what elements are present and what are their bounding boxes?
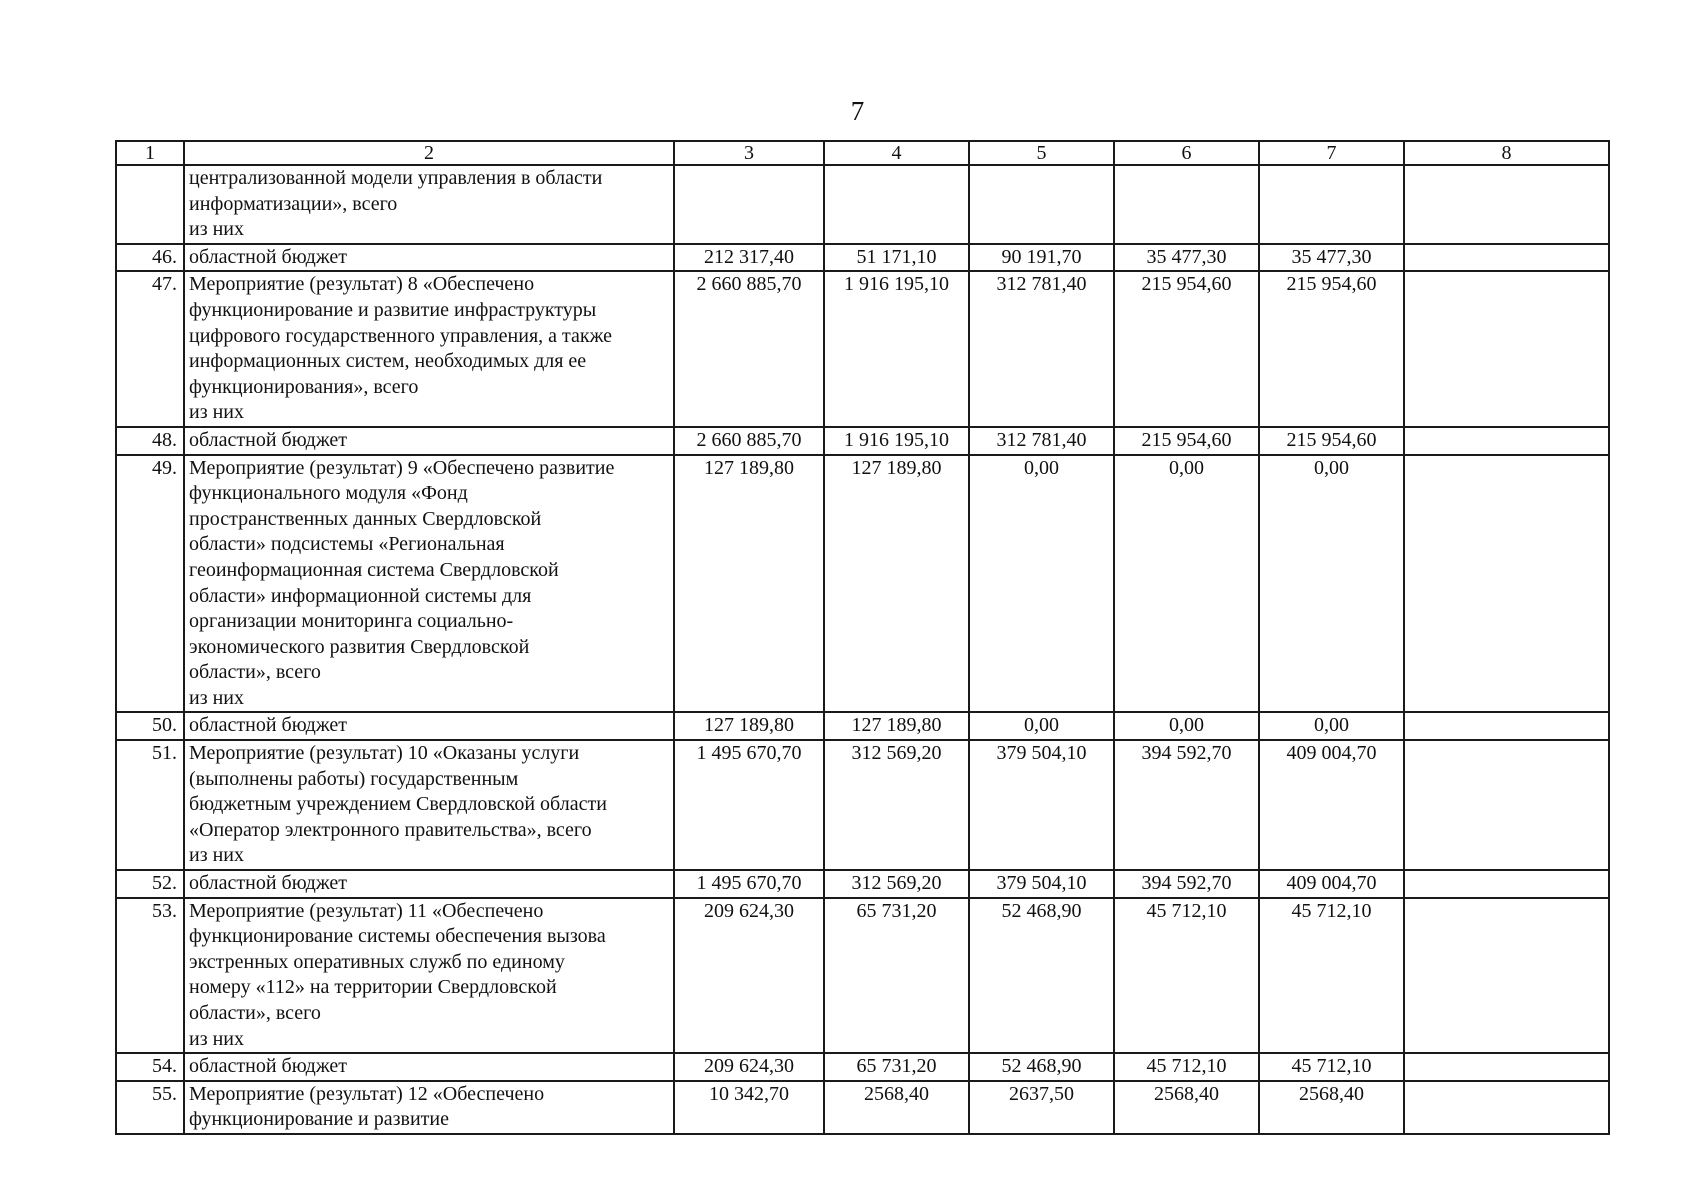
value-cell-col5 [969, 165, 1114, 244]
description-line: функционального модуля «Фонд [189, 482, 468, 505]
value-cell-col8 [1404, 1053, 1609, 1081]
value-cell-col8 [1404, 271, 1609, 427]
value-cell-col4: 312 569,20 [824, 740, 969, 870]
column-header-3: 3 [674, 141, 824, 165]
description-line: областной бюджет [189, 428, 348, 451]
value-cell-col6 [1114, 165, 1259, 244]
value-cell-col7: 45 712,10 [1259, 898, 1404, 1054]
table-row [116, 455, 1609, 713]
value-cell-col4 [824, 165, 969, 244]
description-line: области» подсистемы «Региональная [189, 533, 505, 556]
table-row [116, 712, 1609, 740]
value-cell-col3 [674, 165, 824, 244]
value-cell-col4: 65 731,20 [824, 898, 969, 1054]
description-line: пространственных данных Свердловской [189, 507, 542, 530]
table-row [116, 244, 1609, 272]
row-number-cell [116, 165, 184, 244]
value-cell-col5: 379 504,10 [969, 870, 1114, 898]
value-cell-col8 [1404, 870, 1609, 898]
table-row [116, 870, 1609, 898]
page-number: 7 [850, 96, 865, 126]
row-description-cell [184, 455, 674, 713]
column-header-8: 8 [1404, 141, 1609, 165]
description-line: «Оператор электронного правительства», всего [189, 818, 592, 841]
budget-table [115, 140, 1610, 1135]
row-number-cell: 54. [116, 1053, 184, 1081]
table-row [116, 271, 1609, 427]
value-cell-col6: 2568,40 [1114, 1081, 1259, 1134]
description-line: бюджетным учреждением Свердловской области [189, 793, 607, 816]
table-row [116, 427, 1609, 455]
description-line: функционирование и развитие инфраструктуры [189, 298, 597, 321]
row-description-cell [184, 1053, 674, 1081]
description-line: информационных систем, необходимых для ее [189, 350, 587, 373]
row-number-cell: 53. [116, 898, 184, 1054]
value-cell-col3: 209 624,30 [674, 898, 824, 1054]
value-cell-col4: 127 189,80 [824, 455, 969, 713]
value-cell-col4: 51 171,10 [824, 244, 969, 272]
table-row [116, 1081, 1609, 1134]
value-cell-col6: 0,00 [1114, 455, 1259, 713]
row-description-cell [184, 870, 674, 898]
description-line: области» информационной системы для [189, 584, 532, 607]
value-cell-col7: 409 004,70 [1259, 740, 1404, 870]
description-line: Мероприятие (результат) 8 «Обеспечено [189, 273, 535, 296]
table-row [116, 898, 1609, 1054]
description-line: областной бюджет [189, 1055, 348, 1078]
row-description-cell [184, 1081, 674, 1134]
value-cell-col5: 52 468,90 [969, 898, 1114, 1054]
row-number-cell: 46. [116, 244, 184, 272]
row-number-cell: 52. [116, 870, 184, 898]
value-cell-col7: 0,00 [1259, 712, 1404, 740]
value-cell-col7: 2568,40 [1259, 1081, 1404, 1134]
value-cell-col8 [1404, 898, 1609, 1054]
description-line: из них [189, 686, 245, 709]
row-description-cell [184, 740, 674, 870]
value-cell-col7: 215 954,60 [1259, 427, 1404, 455]
value-cell-col6: 0,00 [1114, 712, 1259, 740]
description-line: из них [189, 844, 245, 867]
row-description-cell [184, 271, 674, 427]
column-header-2: 2 [184, 141, 674, 165]
description-line: областной бюджет [189, 872, 348, 895]
description-line: Мероприятие (результат) 9 «Обеспечено развитие [189, 456, 615, 479]
column-header-1: 1 [116, 141, 184, 165]
description-line: из них [189, 1027, 245, 1050]
column-number-header-row [116, 141, 1609, 165]
value-cell-col5: 312 781,40 [969, 427, 1114, 455]
value-cell-col7: 45 712,10 [1259, 1053, 1404, 1081]
value-cell-col3: 127 189,80 [674, 455, 824, 713]
column-header-7: 7 [1259, 141, 1404, 165]
row-description-cell [184, 244, 674, 272]
description-line: Мероприятие (результат) 11 «Обеспечено [189, 899, 544, 922]
description-line: экстренных оперативных служб по единому [189, 950, 565, 973]
value-cell-col7: 409 004,70 [1259, 870, 1404, 898]
description-line: функционирование системы обеспечения вызова [189, 925, 606, 948]
column-header-5: 5 [969, 141, 1114, 165]
description-line: областной бюджет [189, 714, 348, 737]
value-cell-col6: 394 592,70 [1114, 740, 1259, 870]
value-cell-col5: 52 468,90 [969, 1053, 1114, 1081]
description-line: функционирование и развитие [189, 1108, 449, 1131]
row-description-cell [184, 898, 674, 1054]
description-line: Мероприятие (результат) 10 «Оказаны услуги [189, 742, 580, 765]
description-line: информатизации», всего [189, 192, 398, 215]
value-cell-col3: 10 342,70 [674, 1081, 824, 1134]
value-cell-col8 [1404, 712, 1609, 740]
value-cell-col3: 2 660 885,70 [674, 271, 824, 427]
description-line: из них [189, 401, 245, 424]
value-cell-col4: 1 916 195,10 [824, 271, 969, 427]
value-cell-col3: 1 495 670,70 [674, 740, 824, 870]
row-number-cell: 48. [116, 427, 184, 455]
value-cell-col5: 312 781,40 [969, 271, 1114, 427]
value-cell-col8 [1404, 1081, 1609, 1134]
value-cell-col3: 209 624,30 [674, 1053, 824, 1081]
description-line: номеру «112» на территории Свердловской [189, 976, 557, 999]
description-line: централизованной модели управления в области [189, 167, 603, 189]
row-number-cell: 55. [116, 1081, 184, 1134]
value-cell-col8 [1404, 165, 1609, 244]
table-row [116, 740, 1609, 870]
value-cell-col5: 2637,50 [969, 1081, 1114, 1134]
description-line: геоинформационная система Свердловской [189, 558, 559, 581]
value-cell-col4: 1 916 195,10 [824, 427, 969, 455]
value-cell-col5: 90 191,70 [969, 244, 1114, 272]
row-number-cell: 49. [116, 455, 184, 713]
description-line: организации мониторинга социально- [189, 610, 514, 633]
description-line: из них [189, 218, 245, 241]
value-cell-col3: 212 317,40 [674, 244, 824, 272]
row-description-cell [184, 712, 674, 740]
value-cell-col3: 2 660 885,70 [674, 427, 824, 455]
row-number-cell: 50. [116, 712, 184, 740]
description-line: Мероприятие (результат) 12 «Обеспечено [189, 1082, 545, 1105]
value-cell-col5: 0,00 [969, 455, 1114, 713]
table-row [116, 165, 1609, 244]
description-line: областной бюджет [189, 245, 348, 268]
value-cell-col7: 35 477,30 [1259, 244, 1404, 272]
row-number-cell: 51. [116, 740, 184, 870]
value-cell-col3: 127 189,80 [674, 712, 824, 740]
description-line: экономического развития Свердловской [189, 635, 530, 658]
value-cell-col8 [1404, 455, 1609, 713]
value-cell-col5: 0,00 [969, 712, 1114, 740]
value-cell-col4: 127 189,80 [824, 712, 969, 740]
value-cell-col6: 35 477,30 [1114, 244, 1259, 272]
value-cell-col3: 1 495 670,70 [674, 870, 824, 898]
value-cell-col6: 215 954,60 [1114, 271, 1259, 427]
description-line: области», всего [189, 661, 321, 684]
description-line: (выполнены работы) государственным [189, 767, 519, 790]
value-cell-col8 [1404, 740, 1609, 870]
row-description-cell [184, 165, 674, 244]
value-cell-col7 [1259, 165, 1404, 244]
value-cell-col4: 312 569,20 [824, 870, 969, 898]
description-line: области», всего [189, 1002, 321, 1024]
value-cell-col6: 215 954,60 [1114, 427, 1259, 455]
value-cell-col8 [1404, 427, 1609, 455]
row-number-cell: 47. [116, 271, 184, 427]
value-cell-col5: 379 504,10 [969, 740, 1114, 870]
row-description-cell [184, 427, 674, 455]
value-cell-col4: 2568,40 [824, 1081, 969, 1134]
column-header-6: 6 [1114, 141, 1259, 165]
value-cell-col7: 215 954,60 [1259, 271, 1404, 427]
value-cell-col4: 65 731,20 [824, 1053, 969, 1081]
description-line: цифрового государственного управления, а также [189, 324, 613, 347]
value-cell-col7: 0,00 [1259, 455, 1404, 713]
table-row [116, 1053, 1609, 1081]
value-cell-col8 [1404, 244, 1609, 272]
table-body [116, 141, 1609, 1134]
value-cell-col6: 45 712,10 [1114, 1053, 1259, 1081]
value-cell-col6: 45 712,10 [1114, 898, 1259, 1054]
description-line: функционирования», всего [189, 375, 419, 398]
column-header-4: 4 [824, 141, 969, 165]
value-cell-col6: 394 592,70 [1114, 870, 1259, 898]
